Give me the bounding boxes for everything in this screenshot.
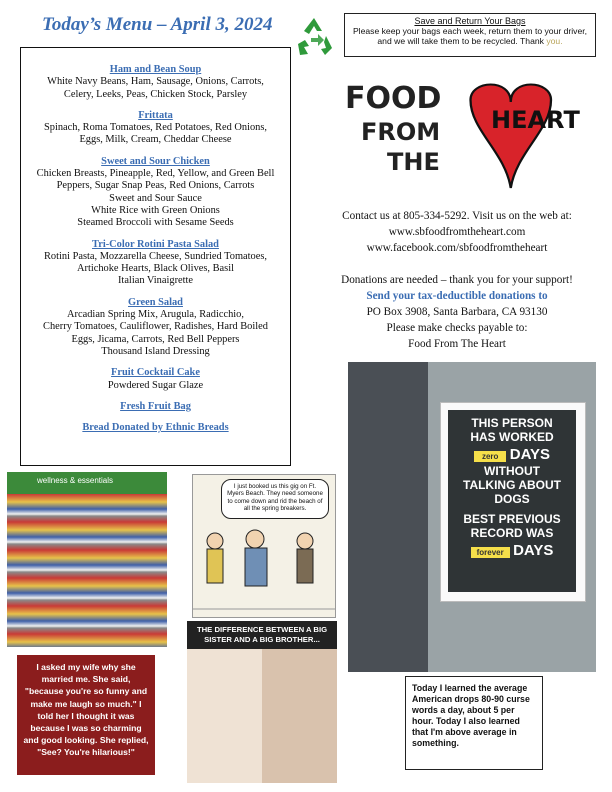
- bags-text: Please keep your bags each week, return them to your driver, and we will take them to be recycled. Thank: [352, 26, 588, 46]
- menu-item-ingredients: Cherry Tomatoes, Cauliflower, Radishes, Hard Boiled: [43, 321, 268, 333]
- sign-without: WITHOUT: [484, 464, 540, 478]
- menu-section: [21, 297, 290, 358]
- today-i-learned-card: Today I learned the average American drops 80-90 curse words a day, about 5 per hour. Today I also learned that I'm above average in something.: [405, 676, 543, 770]
- menu-item-name: Frittata: [138, 109, 173, 121]
- menu-item-ingredients: Peppers, Sugar Snap Peas, Red Onions, Carrots: [56, 180, 255, 192]
- menu-item-ingredients: Rotini Pasta, Mozzarella Cheese, Sundried Tomatoes,: [43, 250, 267, 262]
- bags-text-end: you.: [546, 36, 563, 46]
- menu-section: [21, 110, 290, 147]
- cartoon-image: [192, 474, 336, 618]
- menu-item-ingredients: Eggs, Milk, Cream, Cheddar Cheese: [79, 134, 232, 146]
- sign-line1: THIS PERSON: [471, 416, 553, 430]
- checks-line: Please make checks payable to:: [386, 322, 528, 334]
- food-from-the-heart-logo: [343, 80, 603, 190]
- contact-info: [322, 208, 592, 352]
- sign-days: DAYS: [509, 446, 551, 463]
- sign-zero: zero: [474, 451, 506, 462]
- menu-item-name: Tri-Color Rotini Pasta Salad: [92, 238, 219, 250]
- menu-section: [21, 239, 290, 288]
- payee: Food From The Heart: [408, 338, 506, 350]
- menu-item-ingredients: Thousand Island Dressing: [101, 345, 210, 357]
- po-box: PO Box 3908, Santa Barbara, CA 93130: [366, 306, 548, 318]
- menu-item-ingredients: Celery, Leeks, Peas, Chicken Stock, Parsley: [63, 88, 248, 100]
- heart-icon: [471, 85, 552, 189]
- siblings-meme-heading: THE DIFFERENCE BETWEEN A BIG SISTER AND A BIG BROTHER...: [187, 621, 337, 649]
- menu-item-ingredients: Steamed Broccoli with Sesame Seeds: [77, 217, 234, 229]
- contact-line: Contact us at 805-334-5292. Visit us on the web at:: [342, 210, 572, 222]
- send-donations-line: Send your tax-deductible donations to: [366, 290, 548, 302]
- sign-days2: DAYS: [513, 542, 554, 559]
- menu-item-name: Green Salad: [128, 296, 183, 308]
- bags-heading: Save and Return Your Bags: [414, 16, 526, 26]
- menu-item-ingredients: White Rice with Green Onions: [91, 204, 220, 216]
- menu-item-ingredients: White Navy Beans, Ham, Sausage, Onions, Carrots,: [47, 76, 264, 88]
- menu-item-ingredients: Artichoke Hearts, Black Olives, Basil: [77, 263, 234, 275]
- website-link[interactable]: www.sbfoodfromtheheart.com: [388, 226, 526, 238]
- menu-item-ingredients: Spinach, Roma Tomatoes, Red Potatoes, Red Onions,: [43, 122, 268, 134]
- menu-item-name: Bread Donated by Ethnic Breads: [82, 422, 229, 434]
- bags-notice: [344, 13, 596, 57]
- menu-item-name: Sweet and Sour Chicken: [101, 155, 210, 167]
- dogs-sign: [448, 410, 576, 592]
- menu-item-ingredients: Italian Vinaigrette: [117, 275, 194, 287]
- recycle-icon: [290, 14, 338, 62]
- sign-talking: TALKING ABOUT: [463, 478, 561, 492]
- menu-item-name: Fruit Cocktail Cake: [111, 367, 200, 379]
- store-shelves-photo: [7, 472, 167, 647]
- sign-line2: HAS WORKED: [470, 430, 554, 444]
- logo-line2: FROM: [361, 118, 441, 146]
- shelf-sign: wellness & essentials: [37, 476, 114, 485]
- sign-best: BEST PREVIOUS: [463, 512, 561, 526]
- menu-item-ingredients: Eggs, Jicama, Carrots, Red Bell Peppers: [71, 333, 240, 345]
- office-sign-photo: [348, 362, 596, 672]
- sign-forever: forever: [471, 547, 510, 558]
- logo-heart-word: HEART: [491, 106, 580, 134]
- menu-item-ingredients: Chicken Breasts, Pineapple, Red, Yellow, and Green Bell: [36, 168, 275, 180]
- logo-line1: FOOD: [345, 81, 442, 116]
- page-title: Today’s Menu – April 3, 2024: [42, 14, 273, 35]
- logo-line3: THE: [387, 148, 440, 176]
- menu-item-ingredients: Sweet and Sour Sauce: [109, 192, 202, 204]
- menu-section: [21, 367, 290, 392]
- cartoon-speech-bubble: I just booked us this gig on Ft. Myers Beach. They need someone to come down and rid the beach of all the spring breakers.: [221, 479, 329, 519]
- donations-line: Donations are needed – thank you for your support!: [341, 274, 573, 286]
- menu-section: [21, 156, 290, 230]
- sign-dogs: DOGS: [494, 492, 530, 506]
- menu-section: [21, 422, 290, 434]
- menu-item-name: Ham and Bean Soup: [109, 64, 202, 75]
- menu-section: [21, 401, 290, 413]
- menu-box: [20, 47, 291, 466]
- menu-item-ingredients: Arcadian Spring Mix, Arugula, Radicchio,: [67, 309, 244, 321]
- facebook-link[interactable]: www.facebook.com/sbfoodfromtheheart: [366, 242, 548, 254]
- menu-item-name: Fresh Fruit Bag: [120, 400, 191, 412]
- menu-section: [21, 64, 290, 101]
- menu-item-ingredients: Powdered Sugar Glaze: [107, 379, 204, 391]
- cartoon-figures: [193, 521, 335, 617]
- sign-record: RECORD WAS: [470, 526, 554, 540]
- joke-quote-card: I asked my wife why she married me. She said, "because you're so funny and make me laugh so much." I told her I thought it was because I was so charming and good looking. She replied, "See? You're hilarious!": [17, 655, 155, 775]
